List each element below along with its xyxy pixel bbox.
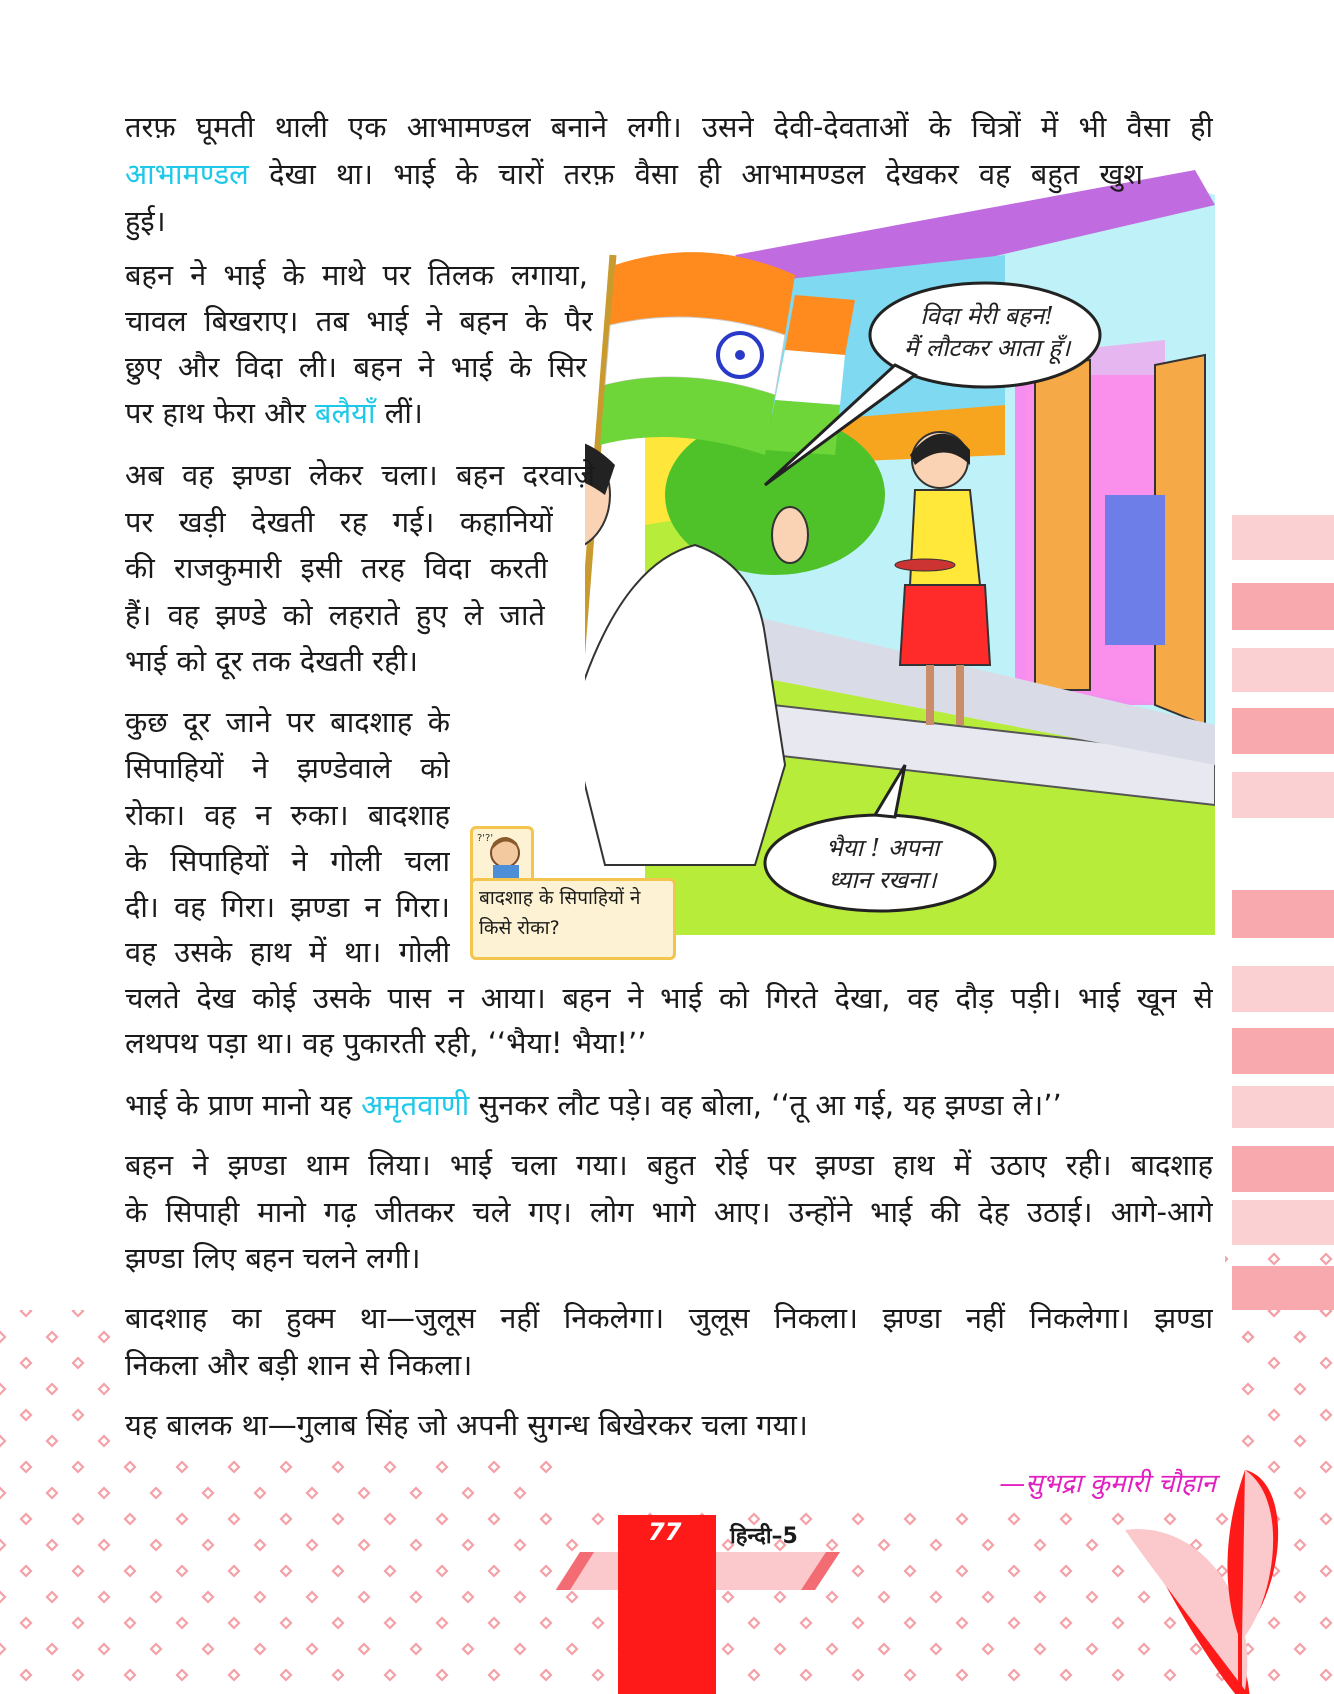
margin-stripe bbox=[1232, 1266, 1334, 1310]
margin-stripe bbox=[1232, 890, 1334, 938]
question-mark: ?'?' bbox=[477, 833, 494, 844]
margin-stripe bbox=[1232, 1200, 1334, 1245]
question-text: बादशाह के सिपाहियों ने किसे रोका? bbox=[479, 887, 641, 939]
thinking-kid-icon bbox=[470, 826, 534, 882]
text-line: बादशाह का हुक्म था—जुलूस नहीं निकलेगा। जुलूस निकला। झण्डा नहीं निकलेगा। झण्डा bbox=[125, 1301, 1213, 1335]
glossary-word[interactable]: बलैयाँ bbox=[314, 396, 376, 430]
book-title: हिन्दी–5 bbox=[730, 1524, 798, 1549]
text-line: निकला और बड़ी शान से निकला। bbox=[125, 1348, 473, 1382]
page-number: 77 bbox=[648, 1518, 682, 1546]
text-line: पर खड़ी देखती रह गई। कहानियों bbox=[125, 505, 553, 539]
question-box bbox=[470, 878, 676, 960]
text-span: भाई के प्राण मानो यह bbox=[125, 1088, 362, 1122]
text-line: लथपथ पड़ा था। वह पुकारती रही, ‘‘भैया! भैया!’’ bbox=[125, 1026, 647, 1060]
text-line: रोका। वह न रुका। बादशाह bbox=[125, 798, 450, 832]
text-line bbox=[125, 391, 423, 435]
bubble-line: भैया ! अपना bbox=[825, 834, 940, 862]
margin-stripe bbox=[1232, 966, 1334, 1012]
margin-stripe bbox=[1232, 1028, 1334, 1074]
text-span: पर हाथ फेरा और bbox=[125, 396, 315, 430]
text-span: सुनकर लौट पड़े। वह बोला, ‘‘तू आ गई, यह झण्डा ले।’’ bbox=[469, 1088, 1062, 1122]
text-line: की राजकुमारी इसी तरह विदा करती bbox=[125, 551, 548, 585]
text-span: लीं। bbox=[375, 396, 423, 430]
margin-stripe bbox=[1232, 1086, 1334, 1128]
margin-stripe bbox=[1232, 515, 1334, 560]
text-line: बहन ने झण्डा थाम लिया। भाई चला गया। बहुत रोई पर झण्डा हाथ में उठाए रही। बादशाह bbox=[125, 1148, 1213, 1182]
text-line: दी। वह गिरा। झण्डा न गिरा। bbox=[125, 890, 450, 924]
text-line: छुए और विदा ली। बहन ने भाई के सिर bbox=[125, 350, 587, 384]
text-line: चलते देख कोई उसके पास न आया। बहन ने भाई को गिरते देखा, वह दौड़ पड़ी। भाई खून से bbox=[125, 981, 1213, 1015]
bubble-line: ध्यान रखना। bbox=[828, 866, 937, 894]
margin-stripe bbox=[1232, 583, 1334, 630]
text-line: के सिपाही मानो गढ़ जीतकर चले गए। लोग भागे आए। उन्होंने भाई की देह उठाई। आगे-आगे bbox=[125, 1195, 1213, 1229]
glossary-word[interactable]: आभामण्डल bbox=[125, 157, 249, 191]
text-line: सिपाहियों ने झण्डेवाले को bbox=[125, 751, 450, 785]
text-line: तरफ़ घूमती थाली एक आभामण्डल बनाने लगी। उसने देवी-देवताओं के चित्रों में भी वैसा ही bbox=[125, 110, 1213, 144]
text-line: बहन ने भाई के माथे पर तिलक लगाया, bbox=[125, 258, 588, 292]
margin-stripe bbox=[1232, 1146, 1334, 1192]
margin-stripe bbox=[1232, 648, 1334, 692]
text-line: अब वह झण्डा लेकर चला। बहन दरवाज़े bbox=[125, 458, 595, 492]
margin-stripe bbox=[1232, 708, 1334, 754]
author-credit: —सुभद्रा कुमारी चौहान bbox=[999, 1469, 1216, 1499]
bubble-line: मैं लौटकर आता हूँ। bbox=[903, 334, 1071, 362]
text-line: चावल बिखराए। तब भाई ने बहन के पैर bbox=[125, 304, 593, 338]
glossary-word[interactable]: अमृतवाणी bbox=[361, 1088, 470, 1122]
text-line: झण्डा लिए बहन चलने लगी। bbox=[125, 1241, 421, 1275]
bubble-line: विदा मेरी बहन! bbox=[920, 302, 1054, 330]
text-line: हैं। वह झण्डे को लहराते हुए ले जाते bbox=[125, 598, 545, 632]
margin-stripe bbox=[1232, 772, 1334, 818]
text-line: भाई को दूर तक देखती रही। bbox=[125, 644, 418, 678]
text-line bbox=[125, 1083, 1062, 1127]
text-line: कुछ दूर जाने पर बादशाह के bbox=[125, 705, 450, 739]
text-line: के सिपाहियों ने गोली चला bbox=[125, 844, 450, 878]
text-span: देखा था। भाई के चारों तरफ़ वैसा ही आभामण्डल देखकर वह बहुत खुश bbox=[248, 157, 1143, 191]
story-illustration bbox=[585, 165, 1215, 935]
text-line: हुई। bbox=[125, 204, 166, 238]
text-line bbox=[125, 152, 1143, 196]
text-line: यह बालक था—गुलाब सिंह जो अपनी सुगन्ध बिखेरकर चला गया। bbox=[125, 1408, 808, 1442]
text-line: वह उसके हाथ में था। गोली bbox=[125, 935, 450, 969]
speech-bubble-boy bbox=[902, 300, 1072, 364]
speech-bubble-girl bbox=[800, 832, 965, 896]
